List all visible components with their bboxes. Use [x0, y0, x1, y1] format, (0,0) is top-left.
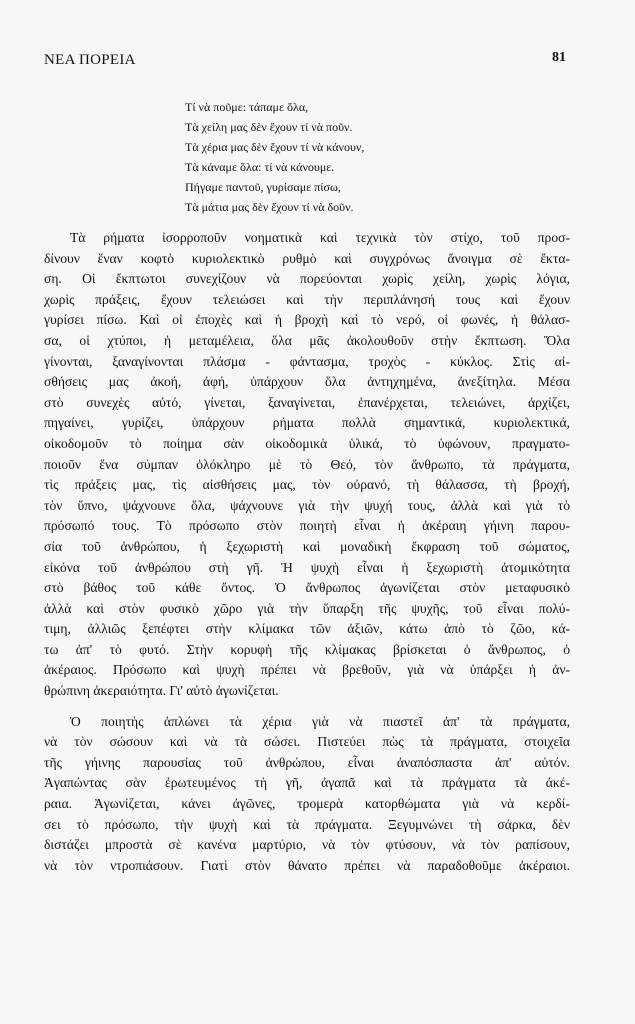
text-line: τιμη, ἀλλιῶς ξεπέφτει στὴν κλίμακα τῶν ἀξιῶν, κάτω ἀπὸ τὸ ζῶο, κά-: [44, 621, 570, 637]
text-line: ἀλλὰ καὶ στὸν φυσικὸ χῶρο γιὰ τὴν ὕπαρξη τῆς ψυχῆς, τοῦ εἶναι πολύ-: [44, 600, 570, 616]
poem-line: Τὰ χείλη μας δὲν ἔχουν τί νὰ ποῦν.: [185, 120, 353, 134]
text-line: οἰκοδομοῦν τὸ ποίημα σὰν οἰκοδομικὰ ὑλικά, τὸ ὑφώνουν, πραγματο-: [44, 435, 570, 451]
poem-line: Τί νὰ ποῦμε: τάπαμε ὅλα,: [185, 100, 309, 114]
running-title: ΝΕΑ ΠΟΡΕΙΑ: [44, 52, 136, 68]
text-line: δίνουν ἕναν κοφτὸ κυριολεκτικὸ ρυθμὸ καὶ συγχρόνως ἄνοιγμα σὲ ἔκτα-: [44, 250, 570, 266]
text-line: ποιοῦν ἕνα σύμπαν ὁλόκληρο μὲ τὸ Θεό, τὸν ἄνθρωπο, τὰ πράγματα,: [44, 456, 570, 472]
text-line: ραια. Ἀγωνίζεται, κάνει ἀγῶνες, τρομερὰ κατορθώματα γιὰ νὰ κερδί-: [44, 796, 570, 812]
text-line: τὸν ὕπνο, ψάχνουνε ὅλα, ψάχνουνε γιὰ τὴν ψυχή τους, ἀλλὰ καὶ γιὰ τὸ: [44, 497, 570, 513]
text-line: γίνονται, ξαναγίνονται πλάσμα - φάντασμα, τροχὸς - κύκλος. Στὶς αἰ-: [44, 353, 570, 369]
text-line: χωρὶς πράξεις, ἔχουν τελειώσει καὶ τὴν περιπλάνησή τους καὶ ἔχουν: [44, 291, 570, 307]
poem-line: Τὰ κάναμε ὅλα: τί νὰ κάνουμε.: [185, 160, 335, 174]
text-line: γυρίσει πίσω. Καὶ οἱ ἐποχὲς καὶ ἡ βροχὴ καὶ τὸ νερό, οἱ φωνές, ἡ θάλασ-: [44, 312, 570, 328]
text-line: πηγαίνει, γυρίζει, ὑπάρχουν ρήματα πολλὰ σημαντικά, κυριολεκτικά,: [44, 415, 570, 431]
paragraph-2: [44, 712, 570, 877]
text-line: Ἀγαπώντας σὰν ἐρωτευμένος τὴ γῆ, ἀγαπᾶ καὶ τὰ πράγματα τὰ ἀκέ-: [44, 775, 570, 791]
text-line: διστάζει μπροστὰ σὲ κανένα μαρτύριο, νὰ τὸν φτύσουν, νὰ τὸν ραπίσουν,: [44, 837, 570, 853]
text-line: τὶς πράξεις μας, τὶς αἰσθήσεις μας, τὸν οὐρανό, τὴ θάλασσα, τὴ βροχή,: [44, 477, 570, 493]
text-line: ἀκέραιος. Πρόσωπο καὶ ψυχὴ πρέπει νὰ βρεθοῦν, γιὰ νὰ ὑπάρξει ἡ ἀν-: [44, 662, 570, 678]
text-line: στὸ βάθος τοῦ κάθε ὄντος. Ὁ ἄνθρωπος ἀγωνίζεται στὸν μεταφυσικὸ: [44, 580, 570, 596]
text-line: σει τὸ πρόσωπο, τὴν ψυχὴ καὶ τὰ πράγματα. Ξεγυμνώνει τὴ σάρκα, δὲν: [44, 816, 570, 832]
text-line: τω ἀπ' τὸ φυτό. Στὴν κορυφὴ τῆς κλίμακας βρίσκεται ὁ ἄνθρωπος, ὁ: [44, 641, 570, 657]
text-line: Τὰ ρήματα ἰσορροποῦν νοηματικὰ καὶ τεχνικὰ τὸν στίχο, τοῦ προσ-: [70, 230, 570, 245]
text-line: νὰ τὸν ντροπιάσουν. Γιατὶ στὸν θάνατο πρέπει νὰ παραδοθοῦμε ἀκέραιοι.: [44, 857, 570, 873]
poem-line: Πήγαμε παντοῦ, γυρίσαμε πίσω,: [185, 180, 341, 194]
text-line: Ὁ ποιητὴς ἁπλώνει τὰ χέρια γιὰ νὰ πιαστεῖ ἀπ' τὰ πράγματα,: [70, 713, 570, 729]
text-line: θρώπινη ἀκεραιότητα. Γι' αὐτὸ ἀγωνίζεται.: [44, 683, 279, 699]
prose-body: [44, 228, 570, 876]
text-line: πρόσωπό τους. Τὸ πρόσωπο στὸν ποιητὴ εἶναι ἡ ἀκέραιη γήινη παρου-: [44, 518, 570, 534]
text-line: τῆς γήινης παρουσίας τοῦ ἀνθρώπου, εἶναι ἀναπόσπαστα ἀπ' αὐτόν.: [44, 754, 570, 770]
text-line: εἰκόνα τοῦ ἀνθρώπου στὴ γῆ. Ἡ ψυχὴ εἶναι ἡ ξεχωριστὴ ἀτομικότητα: [44, 559, 570, 575]
text-line: σθήσεις μας ἀκοή, ἀφή, ὑπάρχουν ὅλα ἀντηχημένα, ἀνεξίτηλα. Μέσα: [44, 374, 570, 390]
poem-line: Τὰ μάτια μας δὲν ἔχουν τί νὰ δοῦν.: [185, 200, 354, 214]
page-number: 81: [552, 50, 566, 65]
text-line: στὸ συνεχὲς αὐτό, γίνεται, ξαναγίνεται, ἐπανέρχεται, τελειώνει, ἀρχίζει,: [44, 394, 570, 410]
text-line: νὰ τὸν σώσουν καὶ νὰ τὰ σώσει. Πιστεύει πὼς τὰ πράγματα, στοιχεῖα: [44, 734, 570, 750]
poem-block: [185, 97, 364, 217]
text-line: σία τοῦ ἀνθρώπου, ἡ ξεχωριστὴ καὶ μοναδικὴ ἔκφραση τοῦ σώματος,: [44, 538, 570, 554]
text-line: σα, οἱ χτύποι, ἡ μεταμέλεια, ὅλα μᾶς ἀκολουθοῦν στὴν ἔκπτωση. Ὅλα: [44, 332, 570, 348]
paragraph-1: [44, 228, 570, 702]
poem-line: Τὰ χέρια μας δὲν ἔχουν τί νὰ κάνουν,: [185, 140, 365, 154]
text-line: ση. Οἱ ἔκπτωτοι συνεχίζουν νὰ πορεύονται χωρὶς χείλη, χωρὶς λόγια,: [44, 271, 570, 287]
